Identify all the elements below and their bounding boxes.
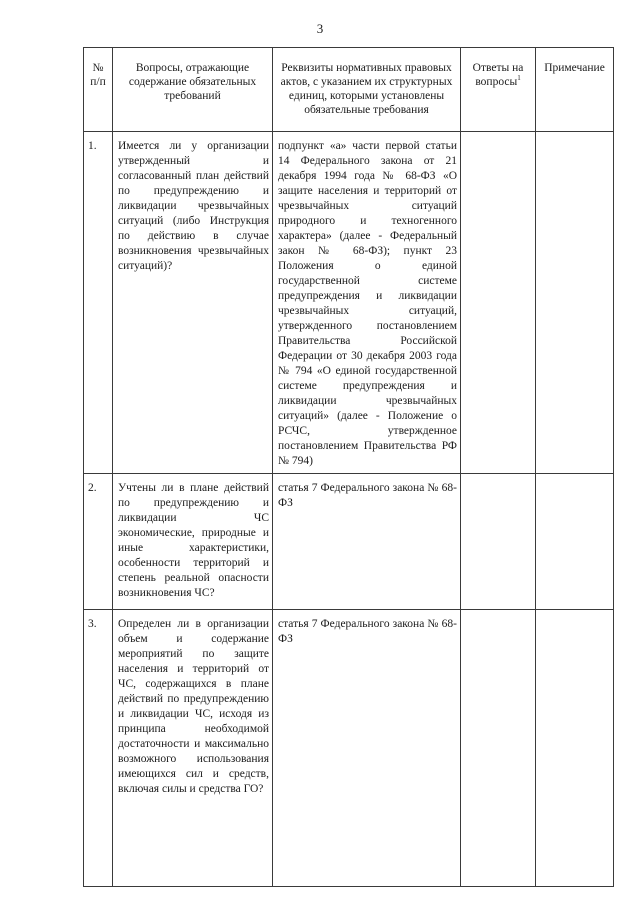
header-answers-label: Ответы на вопросы — [472, 62, 524, 88]
header-question: Вопросы, отражающие содержание обязательных требований — [113, 48, 273, 132]
page-number: 3 — [316, 21, 324, 36]
row-number: 2. — [88, 482, 97, 494]
requisites-text: статья 7 Федерального закона № 68-ФЗ — [278, 618, 457, 645]
row-number-cell — [84, 132, 113, 474]
requisites-cell — [273, 474, 461, 610]
question-text: Определен ли в организации объем и содержание мероприятий по защите населения и территорий от ЧС, содержащихся в плане действий по предупреждению и ликвидации ЧС, исходя из принципа необходимой достаточности и максимально возможного использования имеющихся сил и средств, включая силы и средства ГО? — [118, 618, 269, 795]
note-cell — [536, 474, 614, 610]
requisites-cell — [273, 610, 461, 887]
answer-cell — [461, 610, 536, 887]
header-requisites: Реквизиты нормативных правовых актов, с указанием их структурных единиц, которыми установлены обязательные требования — [273, 48, 461, 132]
table-row — [84, 610, 614, 887]
row-number: 1. — [88, 140, 97, 152]
row-number-cell — [84, 610, 113, 887]
row-number: 3. — [88, 618, 97, 630]
row-number-cell — [84, 474, 113, 610]
checklist-table — [83, 47, 614, 887]
question-cell — [113, 474, 273, 610]
note-cell — [536, 610, 614, 887]
table-row — [84, 474, 614, 610]
requisites-text: подпункт «а» части первой статьи 14 Федерального закона от 21 декабря 1994 года № 68-ФЗ «О защите населения и территорий от чрезвычайных ситуаций природного и техногенного характера» (далее - Федеральный закон № 68-ФЗ); пункт 23 Положения о единой государственной системе предупреждения и ликвидации чрезвычайных ситуаций, утвержденного постановлением Правительства Российской Федерации от 30 декабря 2003 года № 794 «О единой государственной системе предупреждения и ликвидации чрезвычайных ситуаций» (далее - Положение о РСЧС, утвержденное постановлением Правительства РФ № 794) — [278, 140, 457, 467]
table-header-row — [84, 48, 614, 132]
header-note: Примечание — [536, 48, 614, 132]
header-number: № п/п — [84, 48, 113, 132]
requisites-cell — [273, 132, 461, 474]
answer-cell — [461, 132, 536, 474]
requisites-text: статья 7 Федерального закона № 68-ФЗ — [278, 482, 457, 509]
question-text: Учтены ли в плане действий по предупреждению и ликвидации ЧС экономические, природные и иные характеристики, особенности территорий и степень реальной опасности возникновения ЧС? — [118, 482, 269, 599]
table-row — [84, 132, 614, 474]
answer-cell — [461, 474, 536, 610]
answers-footnote-mark: 1 — [517, 74, 521, 83]
question-text: Имеется ли у организации утвержденный и согласованный план действий по предупреждению и ликвидации чрезвычайных ситуаций (либо Инструкция по действию в случае возникновения чрезвычайных ситуаций)? — [118, 140, 269, 272]
header-answers — [461, 48, 536, 132]
question-cell — [113, 132, 273, 474]
note-cell — [536, 132, 614, 474]
question-cell — [113, 610, 273, 887]
